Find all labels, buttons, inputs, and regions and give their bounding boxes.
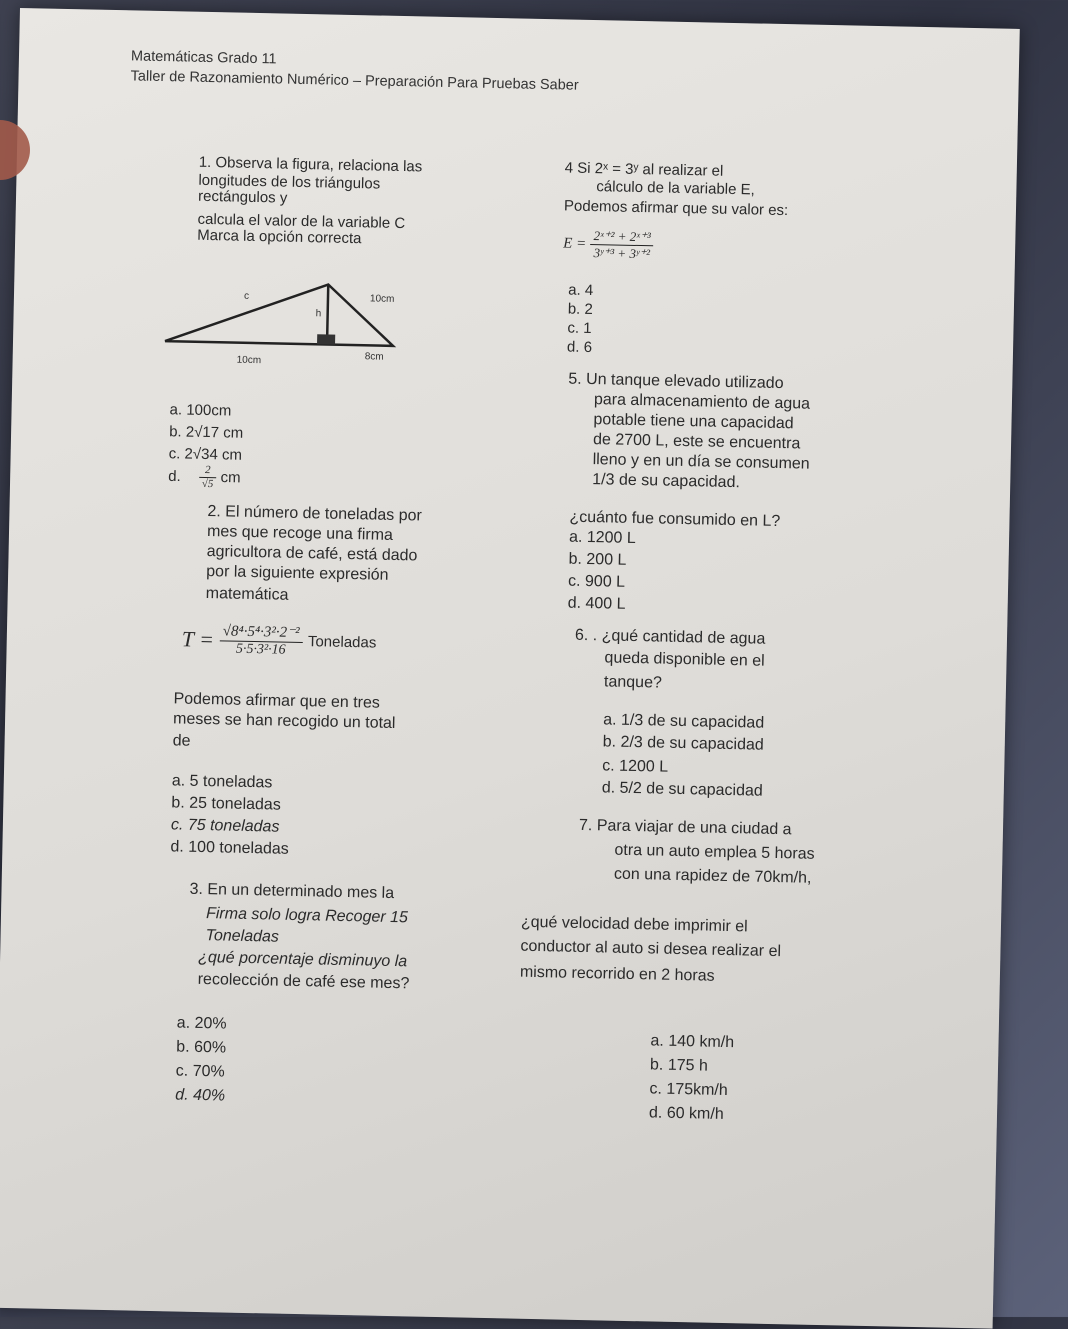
q1-d-den: √5 [201,478,214,491]
q1-text-5: Marca la opción correcta [197,226,362,248]
q5-option-a[interactable]: a. 1200 L [568,528,636,548]
q4-text-2: cálculo de la variable E, [596,178,755,199]
q3-option-a[interactable]: a. 20% [176,1014,227,1033]
q7-option-d[interactable]: d. 60 km/h [648,1104,724,1123]
q7-option-a[interactable]: a. 140 km/h [650,1032,735,1052]
q3-option-b[interactable]: b. 60% [176,1038,227,1057]
q2-formula-num: √8⁴·5⁴·3²·2⁻² [220,622,303,643]
q1-text-2: longitudes de los triángulos [198,171,381,193]
q2-text-7: meses se han recogido un total [172,710,396,733]
q5-question: ¿cuánto fue consumido en L? [569,508,781,531]
q5-text-2: para almacenamiento de agua [593,391,811,413]
q2-formula-den: 5·5·3²·16 [235,641,286,658]
q7-text-3: con una rapidez de 70km/h, [613,865,812,887]
q1-b-value: b. 2√17 [168,423,220,442]
q4-option-d[interactable]: d. 6 [566,338,593,357]
q4-option-a[interactable]: a. 4 [568,281,594,300]
q2-option-c[interactable]: c. 75 toneladas [170,816,280,836]
q1-text-1: 1. Observa la figura, relaciona las [198,153,423,176]
q1-option-c[interactable] [168,445,242,465]
q6-text-2: queda disponible en el [604,649,765,670]
q4-text-3: Podemos afirmar que su valor es: [563,197,789,220]
q7-option-c[interactable]: c. 175km/h [649,1080,728,1100]
q7-text-5: conductor al auto si desea realizar el [520,937,782,961]
q1-option-a[interactable]: a. 100cm [169,401,232,420]
q4-formula-num: 2ˣ⁺² + 2ˣ⁺³ [590,228,653,246]
q5-option-b[interactable]: b. 200 L [568,550,627,569]
header-title: Matemáticas Grado 11 [130,48,277,68]
label-c: c [243,290,250,302]
q7-text-6: mismo recorrido en 2 horas [519,963,715,985]
label-side: 10cm [369,293,395,305]
q2-formula-fraction [219,622,303,660]
q3-text-4: ¿qué porcentaje disminuyo la [197,948,408,971]
q7-option-b[interactable]: b. 175 h [649,1056,708,1075]
q3-option-d[interactable]: d. 40% [175,1086,226,1105]
triangle-outline [165,281,394,346]
q5-text-4: de 2700 L, este se encuentra [592,431,801,453]
q2-formula [181,622,376,662]
q1-d-fraction [199,464,217,492]
q2-text-2: mes que recoge una firma [206,523,394,544]
q6-text-3: tanque? [603,673,663,692]
q3-text-2: Firma solo logra Recoger 15 [205,905,409,927]
q1-c-unit: cm [217,446,243,464]
q1-d-num: 2 [199,464,217,479]
q1-d-label: d. [168,467,181,486]
q2-text-6: Podemos afirmar que en tres [173,690,381,712]
q2-text-8: de [172,732,191,750]
q6-option-a[interactable]: a. 1/3 de su capacidad [603,711,765,732]
q2-text-4: por la siguiente expresión [206,563,389,584]
q6-option-c[interactable]: c. 1200 L [602,757,669,776]
q2-option-b[interactable]: b. 25 toneladas [171,794,281,814]
q4-formula-lhs: E = [563,235,587,253]
q4-option-b[interactable]: b. 2 [567,300,594,319]
q2-option-d[interactable]: d. 100 toneladas [170,838,289,858]
q3-option-c[interactable]: c. 70% [175,1062,225,1081]
q1-b-unit: cm [218,424,244,442]
triangle-figure [154,261,406,381]
q6-option-b[interactable]: b. 2/3 de su capacidad [602,733,764,754]
q5-option-c[interactable]: c. 900 L [567,572,626,591]
q5-text-6: 1/3 de su capacidad. [592,471,741,492]
q4-formula [563,227,654,261]
q1-option-d[interactable] [168,463,241,492]
q6-text-1: 6. . ¿qué cantidad de agua [574,626,766,648]
q1-text-4: calcula el valor de la variable C [197,210,406,233]
q1-d-unit: cm [220,468,241,487]
q4-text-1: 4 Si 2ˣ = 3ʸ al realizar el [564,159,724,180]
q2-formula-unit: Toneladas [307,633,377,652]
q5-text-1: 5. Un tanque elevado utilizado [568,370,784,393]
q2-text-1: 2. El número de toneladas por [207,503,422,525]
q4-option-c[interactable]: c. 1 [567,319,592,338]
label-h: h [315,308,322,320]
right-angle-mark [317,334,335,344]
label-base-left: 10cm [236,354,262,367]
q7-text-1: 7. Para viajar de una ciudad a [578,816,792,839]
q2-option-a[interactable]: a. 5 toneladas [171,772,273,792]
q3-text-3: Toneladas [205,927,280,946]
q5-text-3: potable tiene una capacidad [593,411,794,433]
q7-text-4: ¿qué velocidad debe imprimir el [520,913,748,936]
label-base-right: 8cm [364,351,384,363]
q2-text-5: matemática [205,585,289,604]
q5-text-5: lleno y en un día se consumen [592,451,810,473]
header-subtitle: Taller de Razonamiento Numérico – Preparación Para Pruebas Saber [130,68,579,94]
q4-formula-den: 3ʸ⁺³ + 3ʸ⁺² [593,244,651,261]
q3-text-1: 3. En un determinado mes la [189,880,395,903]
q1-option-b[interactable] [169,423,243,443]
q3-text-5: recolección de café ese mes? [197,970,410,993]
q4-formula-fraction [590,228,654,262]
q6-option-d[interactable]: d. 5/2 de su capacidad [601,779,763,800]
q5-option-d[interactable]: d. 400 L [567,594,626,613]
q1-c-value: c. 2√34 [168,445,218,464]
q2-formula-lhs: T = [181,626,215,652]
q1-text-3: rectángulos y [197,187,288,207]
q2-text-3: agricultora de café, está dado [206,543,418,565]
worksheet-paper [0,8,1020,1329]
q7-text-2: otra un auto emplea 5 horas [614,841,815,863]
